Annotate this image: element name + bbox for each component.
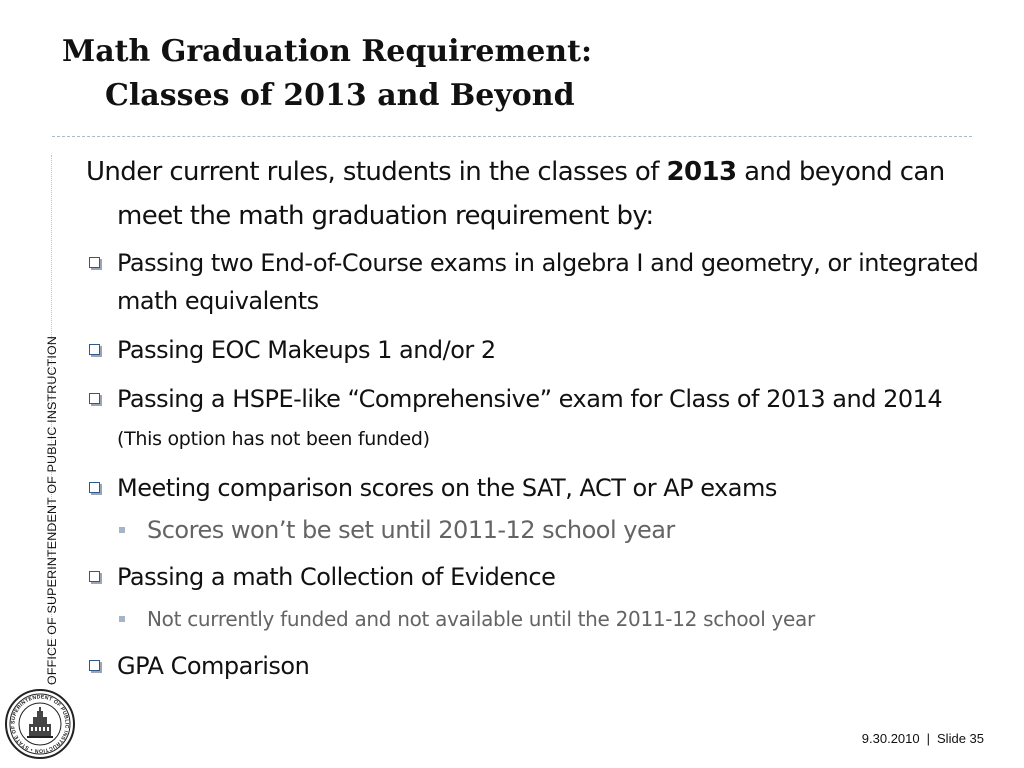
list-item-text: Passing EOC Makeups 1 and/or 2 xyxy=(117,336,496,364)
intro-text-after: and beyond can meet the math graduation requirement by: xyxy=(117,157,945,231)
ospi-seal-icon xyxy=(4,688,76,760)
requirement-list xyxy=(86,244,986,685)
footer-date: 9.30.2010 xyxy=(861,731,920,746)
list-item xyxy=(86,331,986,369)
sidebar-vertical-text: OFFICE OF SUPERINTENDENT OF PUBLIC INSTRUCTION xyxy=(45,335,59,685)
sub-list-item-text: Scores won’t be set until 2011-12 school year xyxy=(147,516,675,544)
list-item-text: Meeting comparison scores on the SAT, ACT or AP exams xyxy=(117,474,777,502)
title-divider xyxy=(52,136,972,137)
list-item-text: Passing two End-of-Course exams in algebra I and geometry, or integrated math equivalents xyxy=(117,249,979,315)
sub-bullet-icon xyxy=(119,616,125,622)
intro-year: 2013 xyxy=(666,157,737,187)
sub-list-item xyxy=(86,601,986,637)
list-item xyxy=(86,244,986,320)
sub-list-item xyxy=(86,512,986,548)
bullet-box-icon xyxy=(89,660,100,671)
bullet-box-icon xyxy=(89,257,100,268)
bullet-box-icon xyxy=(89,393,100,404)
seal-graphic xyxy=(4,688,76,760)
list-item xyxy=(86,558,986,596)
list-item-note: (This option has not been funded) xyxy=(117,428,430,450)
sub-list-item-text: Not currently funded and not available until the 2011-12 school year xyxy=(147,607,815,631)
bullet-box-icon xyxy=(89,571,100,582)
list-item-text: Passing a math Collection of Evidence xyxy=(117,563,556,591)
title-line-2: Classes of 2013 and Beyond xyxy=(105,78,575,113)
bullet-box-icon xyxy=(89,344,100,355)
bullet-box-icon xyxy=(89,482,100,493)
slide-title xyxy=(62,30,592,118)
slide-content xyxy=(86,150,986,696)
list-item-text: GPA Comparison xyxy=(117,652,310,680)
list-item xyxy=(86,469,986,507)
title-line-1: Math Graduation Requirement: xyxy=(62,34,593,69)
seal-text: SUPERINTENDENT OF PUBLIC INSTRUCTION • STATE OF xyxy=(10,694,70,754)
intro-text-before: Under current rules, students in the classes of xyxy=(86,157,667,187)
sub-bullet-icon xyxy=(119,527,125,533)
list-item xyxy=(86,380,986,458)
list-item-text: Passing a HSPE-like “Comprehensive” exam for Class of 2013 and 2014 xyxy=(117,385,943,413)
slide-footer xyxy=(862,731,984,746)
footer-separator: | xyxy=(926,731,931,746)
slide-number: Slide 35 xyxy=(937,731,984,746)
list-item xyxy=(86,647,986,685)
intro-paragraph xyxy=(86,150,986,238)
